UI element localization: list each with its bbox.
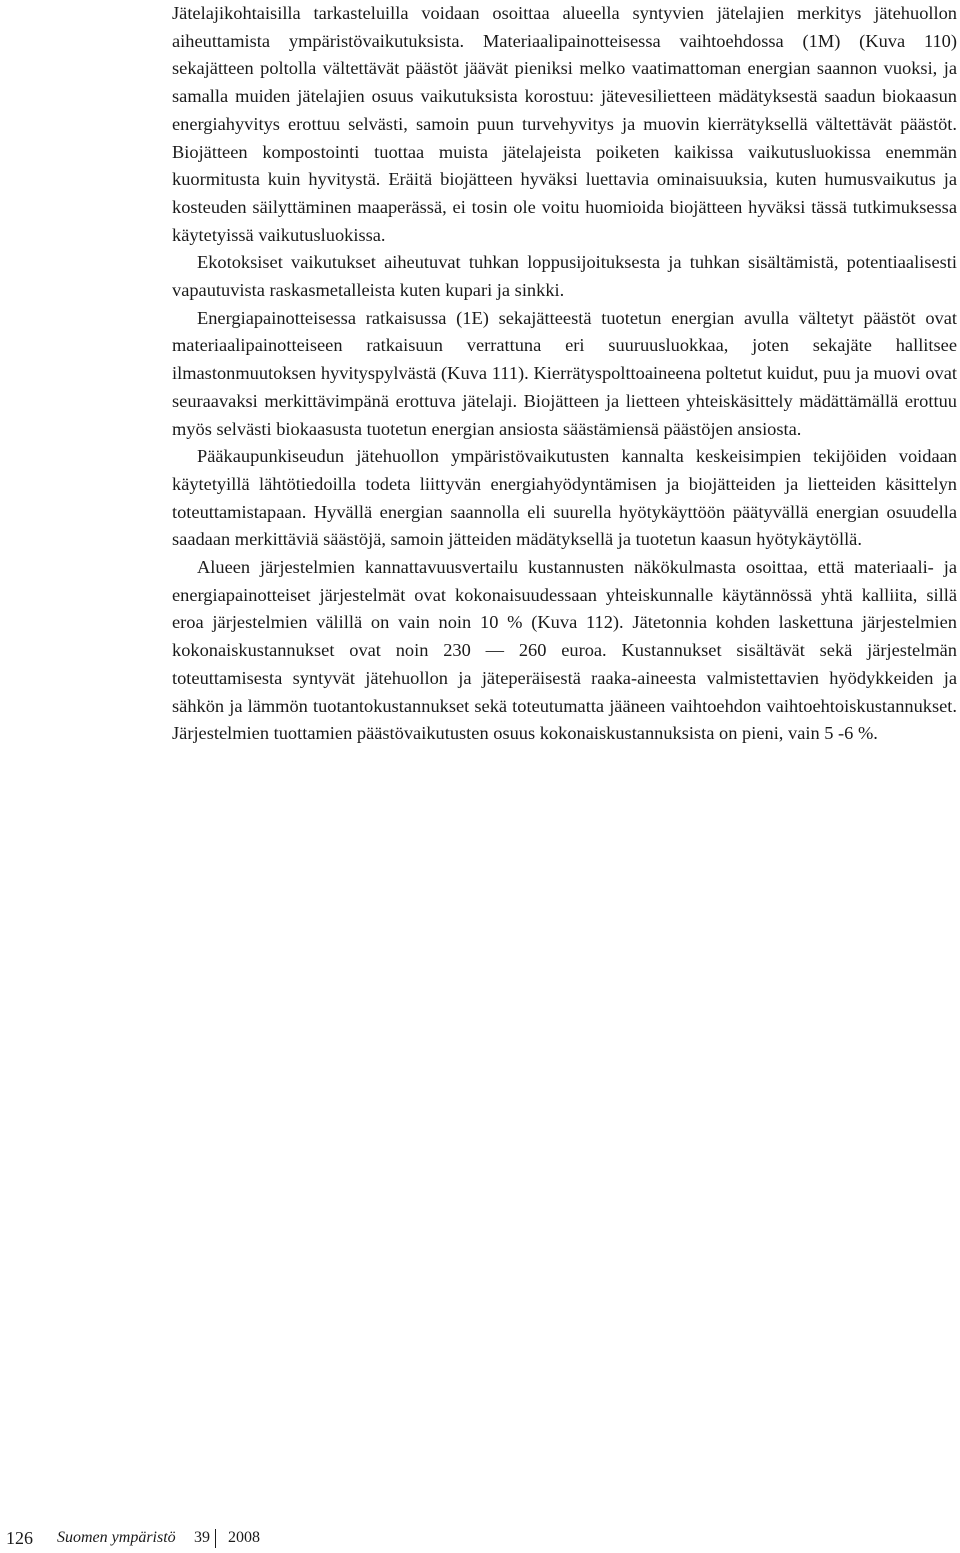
paragraph: Ekotoksiset vaikutukset aiheutuvat tuhkan loppusijoituksesta ja tuhkan sisältämistä, potentiaalisesti vapautuvista raskasmetalleista kuten kupari ja sinkki. — [172, 252, 957, 301]
publication-year: 2008 — [228, 1529, 260, 1546]
publication-series: Suomen ympäristö — [57, 1529, 176, 1546]
page-number: 126 — [6, 1528, 33, 1548]
paragraph: Pääkaupunkiseudun jätehuollon ympäristövaikutusten kannalta keskeisimpien tekijöiden voidaan käytetyillä lähtötiedoilla todeta liittyvän energiahyödyntämisen ja biojätteiden ja lietteiden käsittelyn toteuttamistapaan. Hyvällä energian saannolla eli suurella hyötykäyttöön päätyvällä energian osuudella saadaan merkittäviä säästöjä, samoin jätteiden mädätyksellä ja tuotetun kaasun hyötykäytöllä. — [172, 446, 957, 550]
page-footer — [0, 1523, 400, 1553]
paragraph: Jätelajikohtaisilla tarkasteluilla voidaan osoittaa alueella syntyvien jätelajien merkitys jätehuollon aiheuttamista ympäristövaikutuksista. Materiaalipainotteisessa vaihtoehdossa (1M) (Kuva 110) sekajätteen poltolla vältettävät päästöt jäävät pieniksi melko vaatimattoman energian saannon vuoksi, ja samalla muiden jätelajien osuus vaikutuksista korostuu: jätevesilietteen mädätyksestä saadun biokaasun energiahyvitys erottuu selvästi, samoin puun turvehyvitys ja muovin kierrätyksellä vältettävät päästöt. Biojätteen kompostointi tuottaa muista jätelajeista poiketen kaikissa vaikutusluokissa enemmän kuormitusta kuin hyvitystä. Eräitä biojätteen hyväksi luettavia ominaisuuksia, kuten humusvaikutus ja kosteuden säilyttäminen maaperässä, ei tosin ole voitu huomioida biojätteen hyväksi tässä tutkimuksessa käytetyissä vaikutusluokissa. — [172, 3, 957, 245]
document-body — [172, 0, 957, 748]
paragraph: Energiapainotteisessa ratkaisussa (1E) sekajätteestä tuotetun energian avulla vältetyt päästöt ovat materiaalipainotteiseen ratkaisuun verrattuna eri suuruusluokkaa, joten sekajäte hallitsee ilmastonmuutoksen hyvityspylvästä (Kuva 111). Kierrätyspolttoaineena poltetut kuidut, puu ja muovi ovat seuraavaksi merkittävimpänä erottuva jätelaji. Biojätteen ja lietteen yhteiskäsittely mädättämällä erottuu myös selvästi biokaasusta tuotetun energian ansiosta säästämiensä päästöjen ansiosta. — [172, 307, 957, 439]
footer-divider — [215, 1529, 216, 1548]
paragraph: Alueen järjestelmien kannattavuusvertailu kustannusten näkökulmasta osoittaa, että materiaali- ja energiapainotteiset järjestelmät ovat kokonaisuudessaan yhteiskunnalle käytännössä yhtä kalliita, sillä eroa järjestelmien välillä on vain noin 10 % (Kuva 112). Jätetonnia kohden laskettuna järjestelmien kokonaiskustannukset ovat noin 230 — 260 euroa. Kustannukset sisältävät sekä järjestelmän toteuttamisesta syntyvät jätehuollon ja jäteperäisestä raaka-aineesta valmistettavien hyödykkeiden ja sähkön ja lämmön tuotantokustannukset sekä toteutumatta jääneen vaihtoehdon vaihtoehtoiskustannukset. Järjestelmien tuottamien päästövaikutusten osuus kokonaiskustannuksista on pieni, vain 5 -6 %. — [172, 557, 957, 744]
publication-issue: 39 — [194, 1529, 210, 1546]
